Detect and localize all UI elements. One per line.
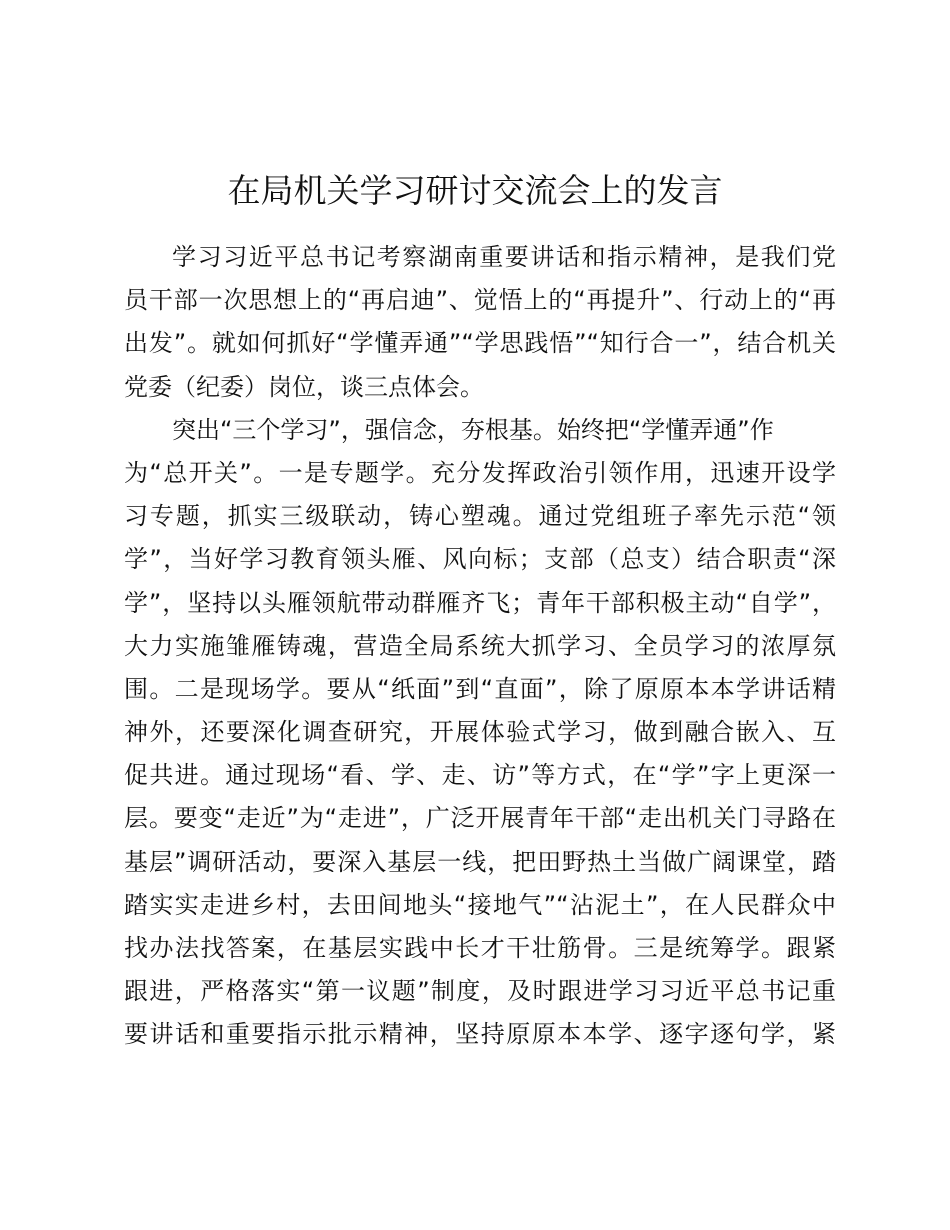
paragraph-1 — [124, 236, 836, 409]
text-line: 党委（纪委）岗位，谈三点体会。 — [124, 372, 484, 401]
document-body — [124, 236, 836, 1057]
text-line: 跟进，严格落实“第一议题”制度，及时跟进学习习近平总书记重 — [124, 977, 836, 1006]
text-line: 要讲话和重要指示批示精神，坚持原原本本学、逐字逐句学，紧 — [124, 1020, 836, 1049]
text-line: 出发”。就如何抓好“学懂弄通”“学思践悟”“知行合一”，结合机关 — [124, 329, 836, 358]
text-line: 基层”调研活动，要深入基层一线，把田野热土当做广阔课堂，踏 — [124, 847, 836, 876]
document-title: 在局机关学习研讨交流会上的发言 — [227, 171, 723, 210]
text-line: 员干部一次思想上的“再启迪”、觉悟上的“再提升”、行动上的“再 — [124, 286, 836, 315]
text-line: 学习习近平总书记考察湖南重要讲话和指示精神，是我们党 — [172, 243, 836, 271]
text-line: 习专题，抓实三级联动，铸心塑魂。通过党组班子率先示范“领 — [124, 502, 836, 531]
text-line: 神外，还要深化调查研究，开展体验式学习，做到融合嵌入、互 — [124, 718, 836, 747]
text-line: 大力实施雏雁铸魂，营造全局系统大抓学习、全员学习的浓厚氛 — [124, 631, 836, 660]
text-line: 层。要变“走近”为“走进”，广泛开展青年干部“走出机关门寻路在 — [124, 804, 836, 833]
text-line: 学”，当好学习教育领头雁、风向标；支部（总支）结合职责“深 — [124, 545, 836, 574]
text-line: 突出“三个学习”，强信念，夯根基。始终把“学懂弄通”作 — [172, 415, 774, 444]
text-line: 踏实实走进乡村，去田间地头“接地气”“沾泥土”，在人民群众中 — [124, 890, 836, 919]
paragraph-2 — [124, 409, 836, 1057]
text-line: 围。二是现场学。要从“纸面”到“直面”，除了原原本本学讲话精 — [124, 674, 836, 703]
text-line: 找办法找答案，在基层实践中长才干壮筋骨。三是统筹学。跟紧 — [124, 934, 836, 962]
text-line: 为“总开关”。一是专题学。充分发挥政治引领作用，迅速开设学 — [124, 458, 836, 487]
text-line: 学”，坚持以头雁领航带动群雁齐飞；青年干部积极主动“自学”， — [124, 588, 836, 617]
text-line: 促共进。通过现场“看、学、走、访”等方式，在“学”字上更深一 — [124, 761, 836, 790]
